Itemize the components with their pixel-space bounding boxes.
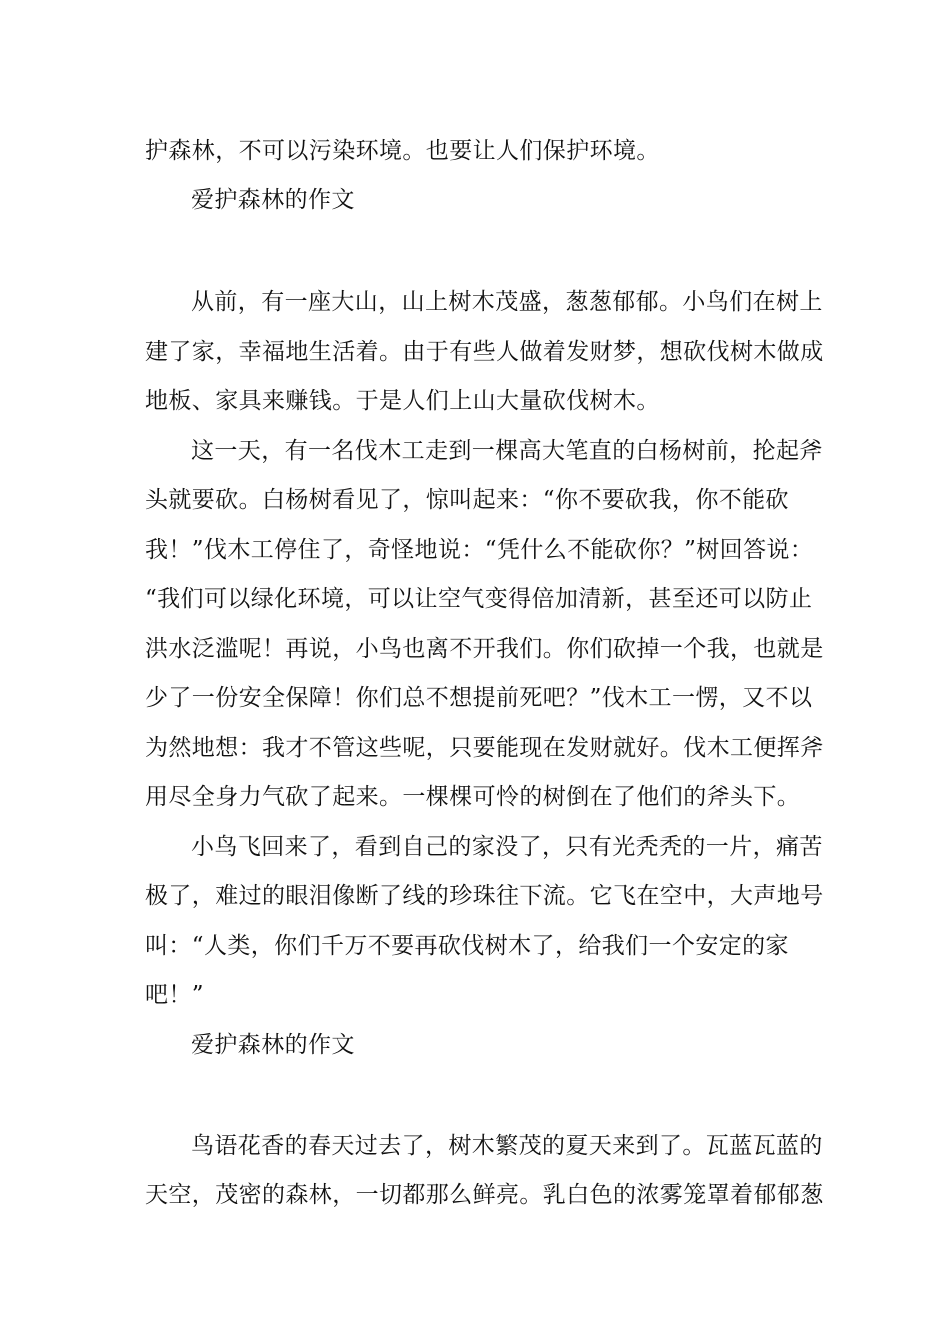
text-line: 护森林，不可以污染环境。也要让人们保护环境。 — [145, 138, 660, 164]
text-line: 建了家，幸福地生活着。由于有些人做着发财梦，想砍伐树木做成 — [145, 339, 824, 365]
text-line: 小鸟飞回来了，看到自己的家没了，只有光秃秃的一片，痛苦 — [191, 834, 823, 860]
text-line: 吧！” — [145, 982, 204, 1008]
section-title: 爱护森林的作文 — [191, 1032, 355, 1058]
text-line: 这一天，有一名伐木工走到一棵高大笔直的白杨树前，抡起斧 — [191, 438, 823, 464]
text-line: 叫：“人类，你们千万不要再砍伐树木了，给我们一个安定的家 — [145, 933, 789, 959]
text-line: “我们可以绿化环境，可以让空气变得倍加清新，甚至还可以防止 — [145, 586, 813, 612]
text-line: 少了一份安全保障！你们总不想提前死吧？”伐木工一愣，又不以 — [145, 685, 813, 711]
text-line: 头就要砍。白杨树看见了，惊叫起来：“你不要砍我，你不能砍 — [145, 487, 789, 513]
text-line: 我！”伐木工停住了，奇怪地说：“凭什么不能砍你？”树回答说： — [145, 537, 814, 563]
text-line: 地板、家具来赚钱。于是人们上山大量砍伐树木。 — [145, 388, 660, 414]
text-line: 鸟语花香的春天过去了，树木繁茂的夏天来到了。瓦蓝瓦蓝的 — [191, 1133, 823, 1159]
text-line: 洪水泛滥呢！再说，小鸟也离不开我们。你们砍掉一个我，也就是 — [145, 636, 824, 662]
text-line: 极了，难过的眼泪像断了线的珍珠往下流。它飞在空中，大声地号 — [145, 883, 824, 909]
text-line: 从前，有一座大山，山上树木茂盛，葱葱郁郁。小鸟们在树上 — [191, 289, 823, 315]
text-line: 为然地想：我才不管这些呢，只要能现在发财就好。伐木工便挥斧 — [145, 735, 824, 761]
text-line: 用尽全身力气砍了起来。一棵棵可怜的树倒在了他们的斧头下。 — [145, 784, 801, 810]
section-title: 爱护森林的作文 — [191, 187, 355, 213]
text-line: 天空，茂密的森林，一切都那么鲜亮。乳白色的浓雾笼罩着郁郁葱 — [145, 1182, 824, 1208]
